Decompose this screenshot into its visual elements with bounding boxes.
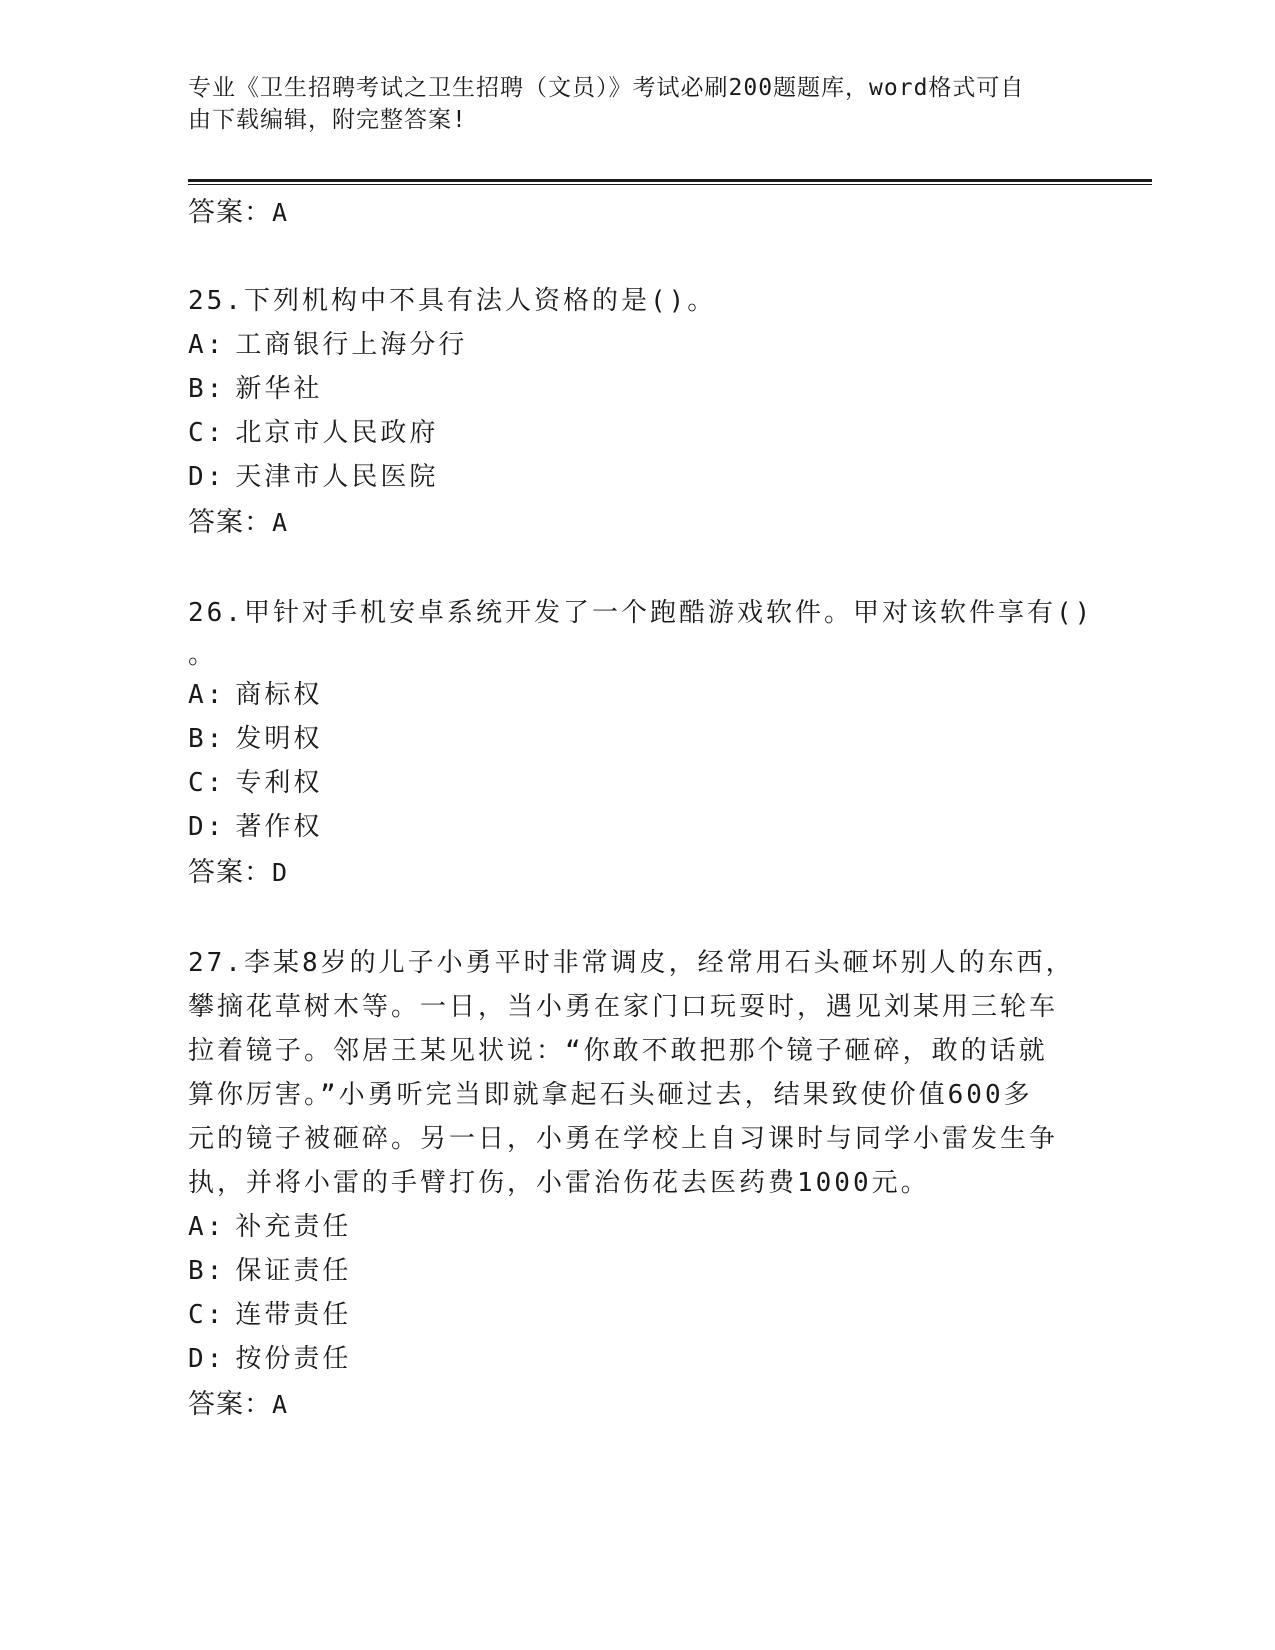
option-text: 连带责任 (235, 1300, 352, 1330)
question-27-stem-line-6: 执，并将小雷的手臂打伤，小雷治伤花去医药费1000元。 (188, 1168, 930, 1198)
question-27-stem-line-2: 攀摘花草树木等。一日，当小勇在家门口玩耍时，遇见刘某用三轮车 (188, 992, 1059, 1022)
answer-value: A (272, 508, 289, 537)
answer-value: D (272, 858, 289, 887)
answer-label: 答案： (188, 1389, 272, 1420)
question-26-option-d (188, 806, 322, 843)
question-27-stem-line-3: 拉着镜子。邻居王某见状说：“你敢不敢把那个镜子砸碎，敢的话就 (188, 1036, 1048, 1066)
option-text: 保证责任 (235, 1256, 352, 1286)
option-key: C: (188, 418, 226, 448)
question-27-option-d (188, 1338, 351, 1375)
document-header (188, 72, 1068, 136)
question-26-stem-line-2: 。 (188, 640, 218, 670)
header-line-2: 由下载编辑，附完整答案! (188, 107, 467, 133)
option-key: A: (188, 1212, 226, 1242)
option-text: 专利权 (235, 768, 323, 798)
option-text: 北京市人民政府 (235, 418, 439, 448)
question-25-option-c (188, 412, 438, 449)
option-text: 发明权 (235, 724, 323, 754)
answer-label: 答案： (188, 507, 272, 538)
question-25-option-a (188, 324, 467, 361)
option-text: 按份责任 (235, 1344, 352, 1374)
option-key: B: (188, 1256, 226, 1286)
question-27-option-c (188, 1294, 351, 1331)
answer-value: A (272, 1390, 289, 1419)
question-25-option-b (188, 368, 322, 405)
question-27-option-a (188, 1206, 351, 1243)
header-rule-thick (188, 179, 1152, 182)
option-text: 天津市人民医院 (235, 462, 439, 492)
question-25-answer (188, 500, 288, 539)
question-26-option-a (188, 674, 322, 711)
question-26-option-b (188, 718, 322, 755)
question-27-option-b (188, 1250, 351, 1287)
option-key: D: (188, 812, 226, 842)
option-text: 著作权 (235, 812, 323, 842)
question-27-stem-line-1: 27.李某8岁的儿子小勇平时非常调皮，经常用石头砸坏别人的东西， (188, 948, 1075, 978)
answer-label: 答案： (188, 197, 272, 228)
option-key: A: (188, 680, 226, 710)
option-key: A: (188, 330, 226, 360)
answer-label: 答案： (188, 857, 272, 888)
option-text: 新华社 (235, 374, 323, 404)
option-key: C: (188, 768, 226, 798)
question-25-stem: 25.下列机构中不具有法人资格的是()。 (188, 286, 717, 316)
answer-previous (188, 190, 288, 229)
option-text: 补充责任 (235, 1212, 352, 1242)
question-25-option-d (188, 456, 438, 493)
option-key: C: (188, 1300, 226, 1330)
option-key: B: (188, 724, 226, 754)
question-26-option-c (188, 762, 322, 799)
option-text: 商标权 (235, 680, 323, 710)
question-27-stem-line-4: 算你厉害。”小勇听完当即就拿起石头砸过去，结果致使价值600多 (188, 1080, 1033, 1110)
header-rule-thin (188, 184, 1152, 185)
option-key: D: (188, 1344, 226, 1374)
question-26-answer (188, 850, 288, 889)
question-26-stem-line-1: 26.甲针对手机安卓系统开发了一个跑酷游戏软件。甲对该软件享有() (188, 598, 1094, 628)
answer-value: A (272, 198, 289, 227)
header-line-1: 专业《卫生招聘考试之卫生招聘（文员）》考试必刷200题题库，word格式可自 (188, 75, 1025, 101)
question-27-stem-line-5: 元的镜子被砸碎。另一日，小勇在学校上自习课时与同学小雷发生争 (188, 1124, 1059, 1154)
option-key: D: (188, 462, 226, 492)
option-key: B: (188, 374, 226, 404)
option-text: 工商银行上海分行 (235, 330, 468, 360)
question-27-answer (188, 1382, 288, 1421)
